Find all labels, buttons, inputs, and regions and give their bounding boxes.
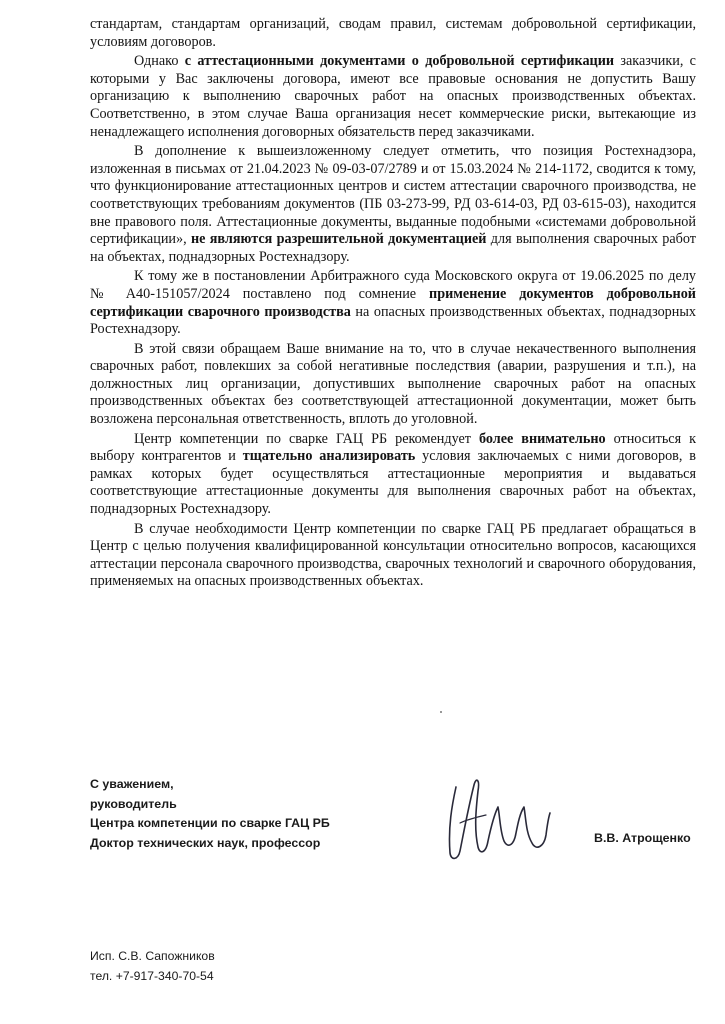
text-run: на опасных производственных объектах, поднадзорных Ростехнадзору. bbox=[90, 303, 696, 338]
text-run: В дополнение к вышеизложенному следует отметить, что позиция Ростехнадзора, изложенная в письмах от 21.04.2023 № 09-03-07/2789 и от 15.03.2024 № 214-1172, сводится к тому, что функционирование аттестационных центров и систем аттестации сварочного производства, не соответствующих требованиям документов (ПБ 03-273-99, РД 03-614-03, РД 03-615-03), находится вне правового поля. Аттестационные документы, выданные подобными «системами добровольной сертификации», bbox=[90, 143, 696, 248]
executor-phone: тел. +7-917-340-70-54 bbox=[90, 968, 214, 983]
signature-block bbox=[90, 775, 330, 853]
paragraph bbox=[90, 16, 696, 51]
organization-line: Центра компетенции по сварке ГАЦ РБ bbox=[90, 816, 330, 830]
text-run: К тому же в постановлении Арбитражного суда Московского округа от 19.06.2025 по делу № А40-151057/2024 поставлено под сомнение bbox=[90, 268, 696, 302]
scan-speck bbox=[440, 711, 442, 713]
paragraph bbox=[90, 341, 696, 429]
executor-contact bbox=[90, 947, 215, 986]
text-run: для выполнения сварочных работ на объектах, поднадзорных Ростехнадзору. bbox=[90, 231, 696, 265]
emphasized-text: более внимательно bbox=[478, 430, 606, 447]
executor-name: Исп. С.В. Сапожников bbox=[90, 949, 215, 963]
closing-line: С уважением, bbox=[90, 777, 174, 791]
signer-name: В.В. Атрощенко bbox=[594, 831, 691, 845]
text-run: условия заключаемых с ними договоров, в рамках которых будет осуществляться аттестационные мероприятия и выдаваться соответствующие аттестационные документы для выполнения сварочных работ на объектах, поднадзорных Ростехнадзору. bbox=[90, 448, 697, 518]
handwritten-signature bbox=[438, 765, 578, 870]
emphasized-text: применение документов добровольной сертификации сварочного производства bbox=[90, 285, 696, 320]
paragraph bbox=[90, 521, 696, 591]
position-line: руководитель bbox=[90, 796, 177, 811]
emphasized-text: не являются разрешительной документацией bbox=[190, 231, 487, 248]
emphasized-text: с аттестационными документами о добровольной сертификации bbox=[184, 53, 615, 70]
text-run: стандартам, стандартам организаций, сводам правил, системам добровольной сертификации, условиям договоров. bbox=[90, 16, 696, 50]
paragraph bbox=[90, 53, 696, 141]
academic-title-line: Доктор технических наук, профессор bbox=[90, 835, 321, 850]
text-run: Центр компетенции по сварке ГАЦ РБ рекомендует bbox=[134, 430, 479, 447]
letter-body bbox=[90, 16, 696, 593]
text-run: В этой связи обращаем Ваше внимание на то, что в случае некачественного выполнения сварочных работ, повлекших за собой негативные последствия (аварии, разрушения и т.п.), на должностных лиц организации, допустивших выполнение сварочных работ на опасных производственных объектах без соответствующей аттестационной документации, может быть возложена персональная ответственность, вплоть до уголовной. bbox=[90, 340, 696, 428]
emphasized-text: тщательно анализировать bbox=[242, 448, 416, 465]
text-run: В случае необходимости Центр компетенции по сварке ГАЦ РБ предлагает обращаться в Центр с целью получения квалифицированной консультации относительно вопросов, касающихся аттестации персонала сварочного производства, сварочных технологий и сварочного оборудования, применяемых на опасных производственных объектах. bbox=[90, 520, 696, 590]
paragraph bbox=[90, 268, 696, 338]
text-run: относиться к выбору контрагентов и bbox=[90, 430, 696, 465]
paragraph bbox=[90, 431, 696, 519]
text-run: Однако bbox=[134, 53, 185, 70]
text-run: заказчики, с которыми у Вас заключены договора, имеют все правовые основания не допустить Вашу организацию к выполнению сварочных работ на опасных производственных объектах. Соответственно, в этом случае Ваша организация несет коммерческие риски, вытекающие из ненадлежащего исполнения договорных обязательств перед заказчиками. bbox=[90, 53, 696, 140]
paragraph bbox=[90, 143, 696, 266]
